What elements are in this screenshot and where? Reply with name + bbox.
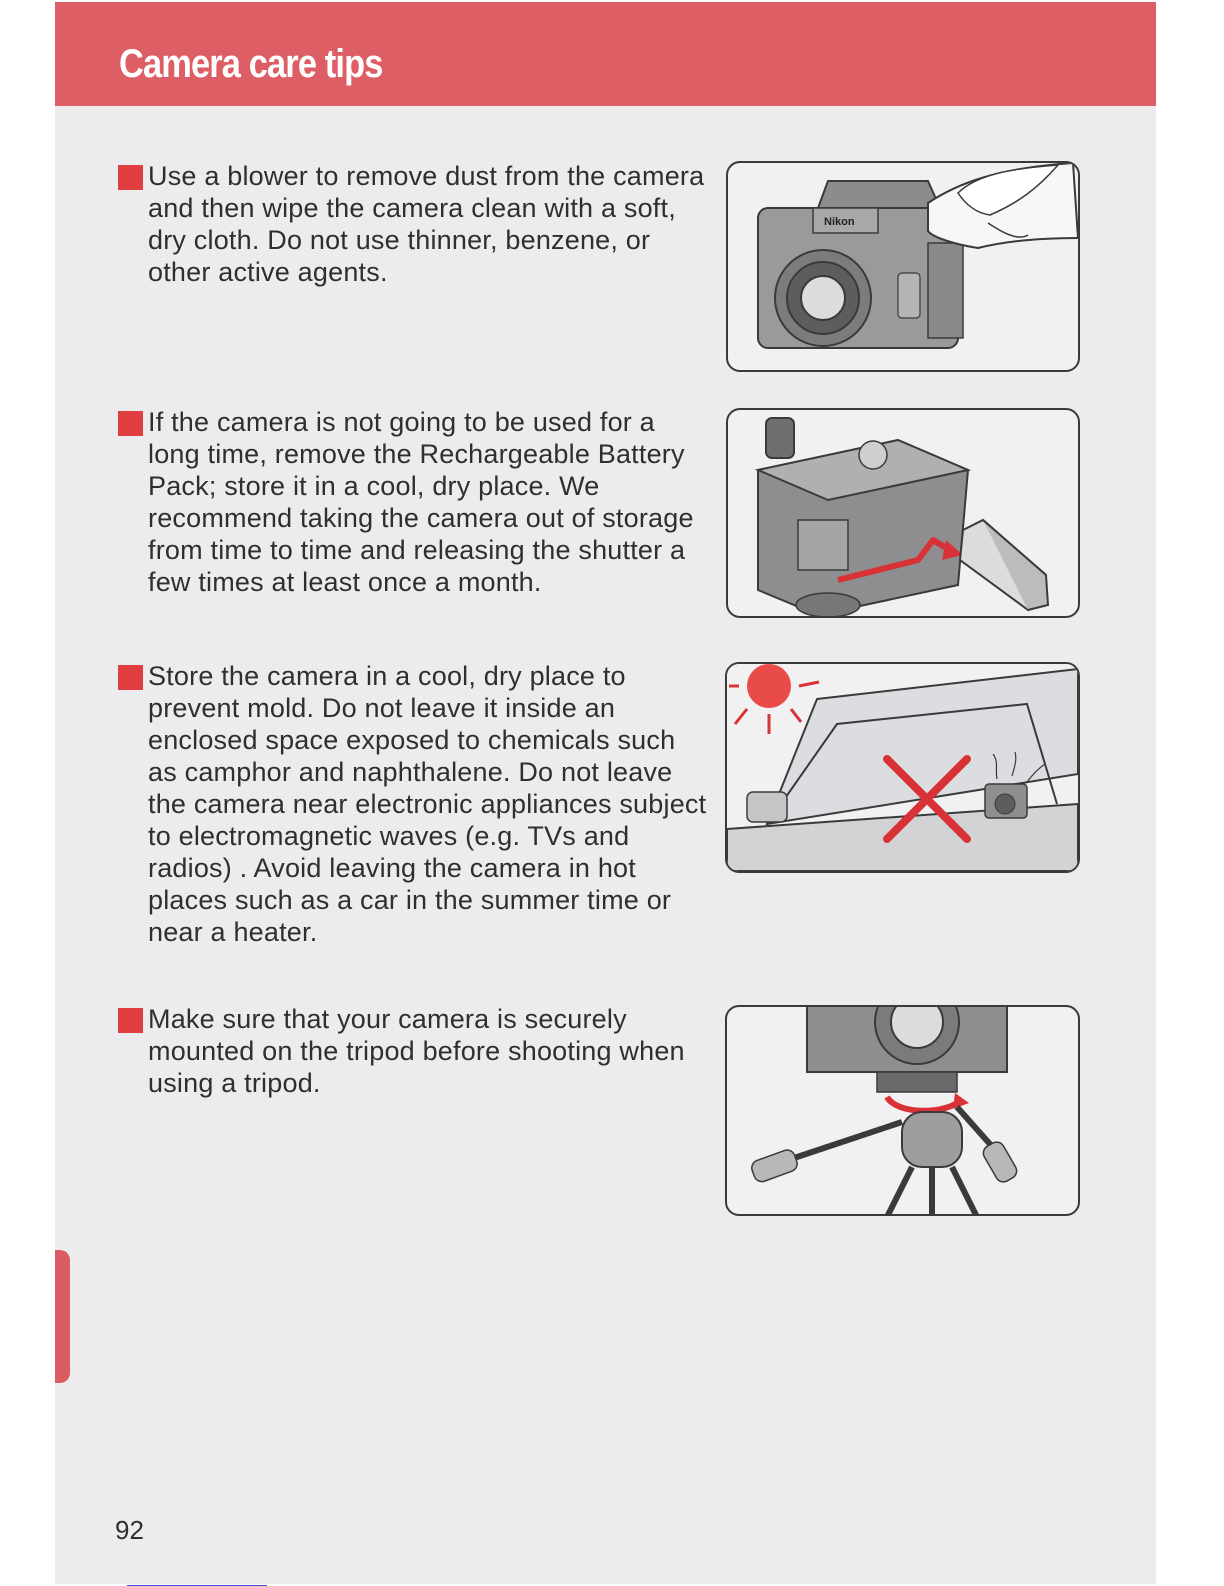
hot-car-illustration — [725, 662, 1080, 873]
tip-item — [118, 406, 708, 598]
tripod-mount-illustration — [725, 1005, 1080, 1216]
tip-text: Use a blower to remove dust from the camera and then wipe the camera clean with a soft, dry cloth. Do not use thinner, benzene, or other active agents. — [148, 161, 705, 287]
tip-text: Store the camera in a cool, dry place to prevent mold. Do not leave it inside an enclosed space exposed to chemicals such as camphor and naphthalene. Do not leave the camera near electronic appliances subject to electromagnetic waves (e.g. TVs and radios) . Avoid leaving the camera in hot places such as a car in the summer time or near a heater. — [148, 661, 707, 947]
section-tab-marker — [55, 1250, 70, 1383]
nikon-logo-text: Nikon — [824, 216, 855, 228]
tip-text: Make sure that your camera is securely mounted on the tripod before shooting when using a tripod. — [148, 1004, 685, 1098]
tip-text: If the camera is not going to be used for a long time, remove the Rechargeable Battery Pack; store it in a cool, dry place. We recommend taking the camera out of storage from time to time and releasing the shutter a few times at least once a month. — [148, 407, 694, 597]
page-title: Camera care tips — [119, 42, 383, 86]
page-number: 92 — [115, 1515, 144, 1545]
bullet-square-icon — [118, 1008, 143, 1033]
battery-removal-illustration — [726, 408, 1080, 618]
page-header — [55, 2, 1156, 106]
bullet-square-icon — [118, 165, 143, 190]
tip-item — [118, 660, 708, 948]
camera-cleaning-illustration — [726, 161, 1080, 372]
bullet-square-icon — [118, 411, 143, 436]
manual-page — [55, 2, 1156, 1584]
tip-item — [118, 1003, 708, 1099]
bullet-square-icon — [118, 665, 143, 690]
tip-item — [118, 160, 708, 288]
